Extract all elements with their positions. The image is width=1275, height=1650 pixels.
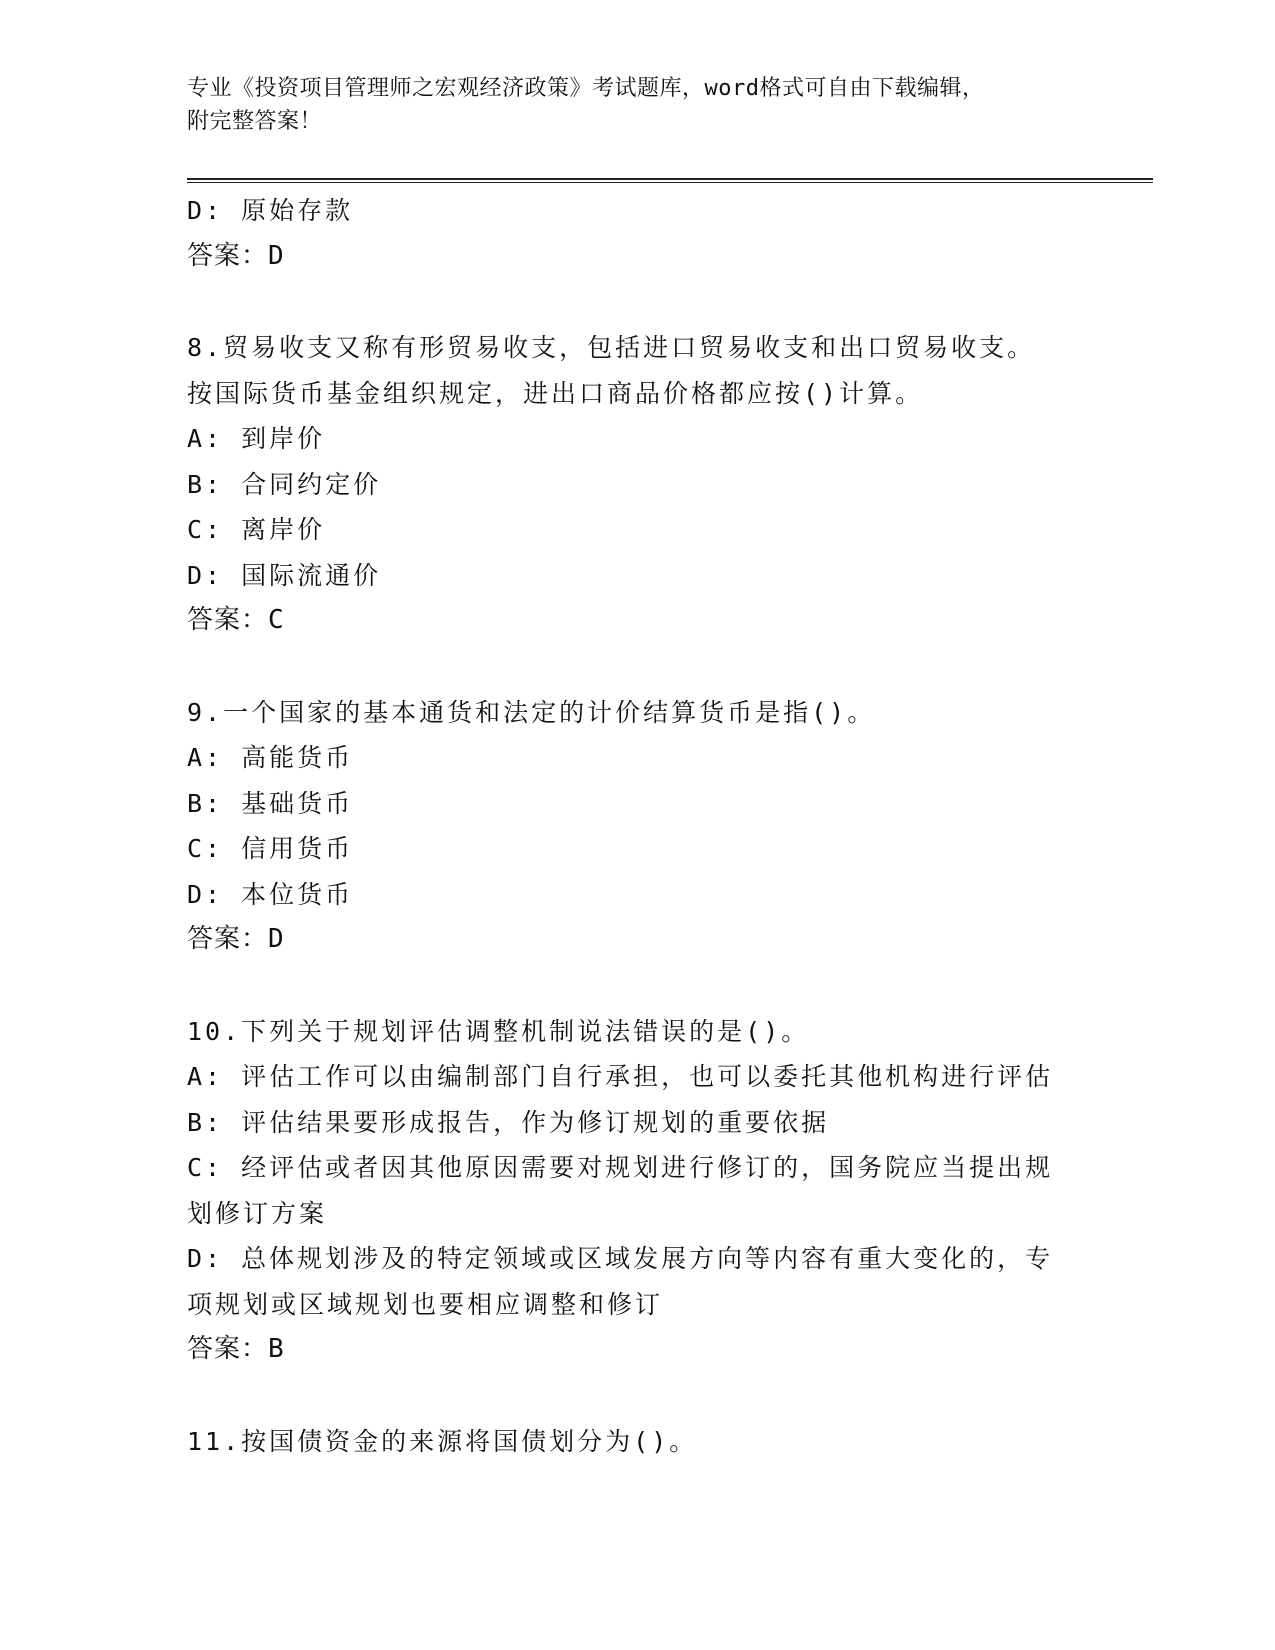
question-10-option-a: A: 评估工作可以由编制部门自行承担，也可以委托其他机构进行评估 (187, 1062, 1054, 1091)
question-10-option-d-line-1: D: 总体规划涉及的特定领域或区域发展方向等内容有重大变化的，专 (187, 1244, 1054, 1273)
question-8-option-d: D: 国际流通价 (187, 560, 382, 590)
prev-answer: 答案：D (187, 240, 285, 271)
question-9-option-d: D: 本位货币 (187, 879, 354, 909)
question-9 (187, 690, 1087, 963)
question-9-option-c: C: 信用货币 (187, 834, 354, 863)
question-10-option-b: B: 评估结果要形成报告，作为修订规划的重要依据 (187, 1107, 830, 1137)
question-9-answer: 答案：D (187, 924, 285, 954)
question-8-answer: 答案：C (187, 605, 285, 635)
question-9-option-b: B: 基础货币 (187, 788, 354, 818)
question-9-stem: 9.一个国家的基本通货和法定的计价结算货币是指()。 (187, 697, 876, 727)
question-9-option-a: A: 高能货币 (187, 743, 354, 772)
question-10-answer: 答案：B (187, 1334, 285, 1364)
question-10-option-c-line-2: 划修订方案 (187, 1198, 328, 1228)
question-11 (187, 1419, 1087, 1465)
header-line-1: 专业《投资项目管理师之宏观经济政策》考试题库，word格式可自由下载编辑， (187, 76, 985, 101)
question-8-option-c: C: 离岸价 (187, 515, 326, 544)
question-8-option-a: A: 到岸价 (187, 424, 326, 453)
question-content (187, 188, 1087, 1464)
question-8-option-b: B: 合同约定价 (187, 469, 382, 499)
page-header (187, 72, 1067, 138)
header-divider (187, 178, 1153, 183)
header-line-2: 附完整答案！ (187, 109, 323, 134)
question-11-stem: 11.按国债资金的来源将国债划分为()。 (187, 1426, 698, 1456)
question-10-option-c-line-1: C: 经评估或者因其他原因需要对规划进行修订的，国务院应当提出规 (187, 1153, 1054, 1182)
question-8-stem-line-1: 8.贸易收支又称有形贸易收支，包括进口贸易收支和出口贸易收支。 (187, 333, 1036, 362)
question-8-stem-line-2: 按国际货币基金组织规定，进出口商品价格都应按()计算。 (187, 378, 924, 408)
question-10-option-d-line-2: 项规划或区域规划也要相应调整和修订 (187, 1289, 664, 1319)
question-10 (187, 1009, 1087, 1373)
prev-option-d: D: 原始存款 (187, 196, 354, 225)
question-8 (187, 325, 1087, 644)
question-10-stem: 10.下列关于规划评估调整机制说法错误的是()。 (187, 1016, 810, 1046)
